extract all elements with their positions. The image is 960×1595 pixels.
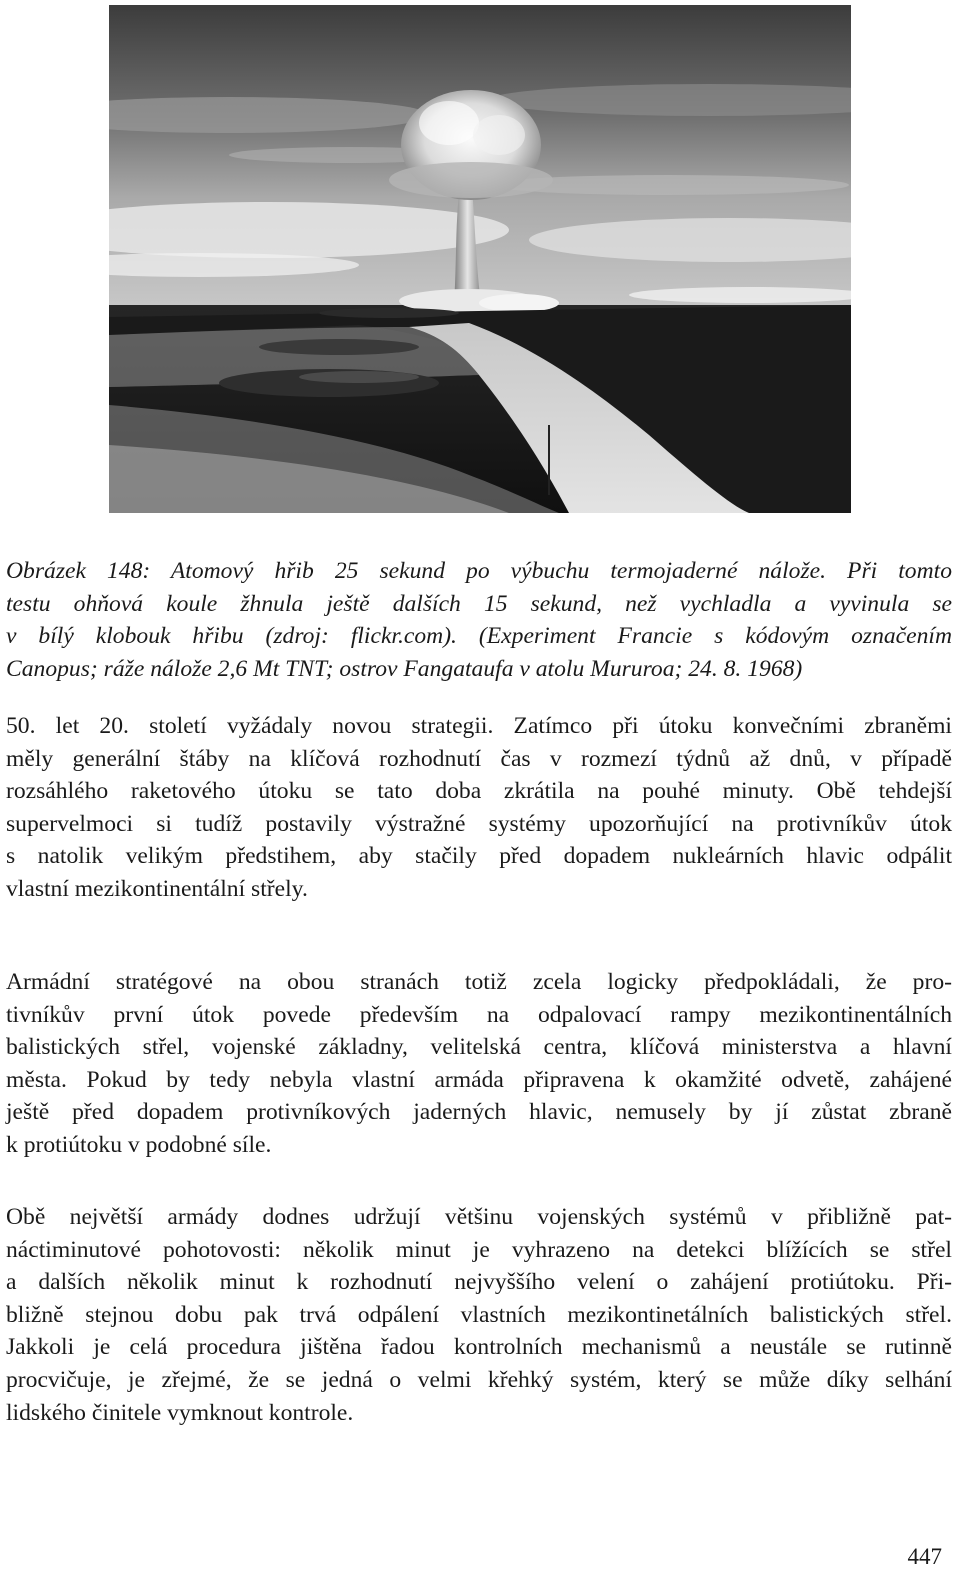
paragraph — [6, 966, 952, 1162]
paragraph-line: Obě největší armády dodnes udržují většinu vojenských systémů v přibližně pat- — [6, 1204, 952, 1230]
paragraph-line: bližně stejnou dobu pak trvá odpálení vlastních mezikontinetálních balistických střel. — [6, 1301, 952, 1328]
paragraph-line: Jakkoli je celá procedura jištěna řadou kontrolních mechanismů a neustále se rutinně — [6, 1334, 952, 1361]
paragraph — [6, 710, 952, 906]
paragraph-line: procvičuje, je zřejmé, že se jedná o velmi křehký systém, který se může díky selhání — [6, 1366, 952, 1393]
paragraph-line: 50. let 20. století vyžádaly novou strategii. Zatímco při útoku konvečními zbraněmi — [6, 713, 952, 739]
figure-caption — [6, 555, 952, 685]
paragraph-line: a dalších několik minut k rozhodnutí nejvyššího velení o zahájení protiútoku. Při- — [6, 1269, 952, 1296]
paragraph-line: měly generální štáby na klíčová rozhodnutí čas v rozmezí týdnů až dnů, v případě — [6, 745, 952, 772]
caption-line: testu ohňová koule žhnula ještě dalších 15 sekund, než vychladla a vyvinula se — [6, 590, 952, 617]
page-number: 447 — [907, 1544, 942, 1569]
paragraph-line: náctiminutové pohotovosti: několik minut je vyhrazeno na detekci blížících se střel — [6, 1236, 952, 1263]
caption-line: Canopus; ráže nálože 2,6 Mt TNT; ostrov Fangataufa v atolu Mururoa; 24. 8. 1968) — [6, 655, 803, 682]
paragraph-line: s natolik velikým předstihem, aby stačily před dopadem nukleárních hlavic odpálit — [6, 843, 952, 870]
paragraph-line: balistických střel, vojenské základny, velitelská centra, klíčová ministerstva a hlavní — [6, 1034, 952, 1061]
mushroom-cloud-photo — [109, 5, 851, 513]
paragraph — [6, 1201, 952, 1429]
paragraph-line: tivníkův první útok povede především na odpalovací rampy mezikontinentálních — [6, 1001, 952, 1028]
paragraph-line: k protiútoku v podobné síle. — [6, 1131, 272, 1158]
paragraph-line: rozsáhlého raketového útoku se tato doba zkrátila na pouhé minuty. Obě tehdejší — [6, 778, 952, 805]
paragraph-line: ještě před dopadem protivníkových jaderných hlavic, nemusely by jí zůstat zbraně — [6, 1099, 952, 1126]
paragraph-line: supervelmoci si tudíž postavily výstražné systémy upozorňující na protivníkův útok — [6, 810, 952, 837]
paragraph-line: města. Pokud by tedy nebyla vlastní armáda připravena k okamžité odvetě, zahájené — [6, 1066, 952, 1093]
caption-line: Obrázek 148: Atomový hřib 25 sekund po výbuchu termojaderné nálože. Při tomto — [6, 558, 952, 584]
paragraph-line: Armádní stratégové na obou stranách totiž zcela logicky předpokládali, že pro- — [6, 969, 952, 995]
paragraph-line: vlastní mezikontinentální střely. — [6, 875, 308, 902]
paragraph-line: lidského činitele vymknout kontrole. — [6, 1399, 354, 1426]
caption-line: v bílý klobouk hřibu (zdroj: flickr.com). (Experiment Francie s kódovým označením — [6, 623, 952, 649]
